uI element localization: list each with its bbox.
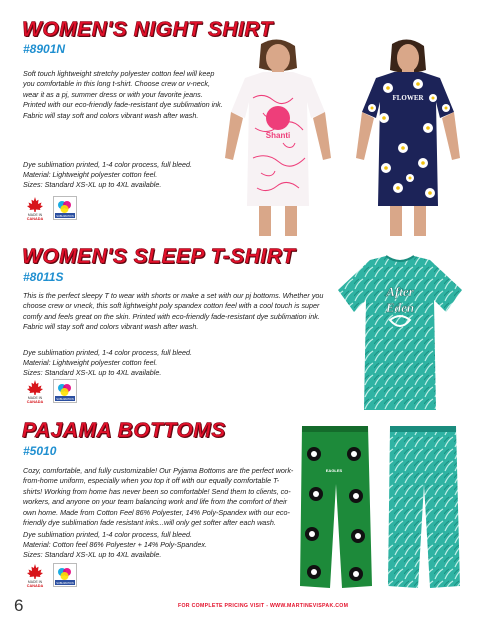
- specs-pajama-bottoms: [23, 530, 207, 561]
- spec-line: Material: Cotton feel 86% Polyester + 14% Poly-Spandex.: [23, 540, 207, 550]
- canada-text: CANADA: [26, 584, 44, 587]
- sublimation-badge: [53, 379, 77, 403]
- section-title-pajama-bottoms: PAJAMA BOTTOMS: [22, 419, 226, 442]
- shanti-logo-text: Shanti: [265, 131, 291, 140]
- made-in-text: MADE IN: [27, 396, 43, 400]
- spec-line: Dye sublimation printed, 1-4 color process, full bleed.: [23, 530, 192, 539]
- pajama-bottoms-teal-image: [384, 424, 464, 592]
- spec-line: Sizes: Standard XS-XL up to 4XL available.: [23, 180, 162, 190]
- spec-line: Dye sublimation printed, 1-4 color process, full bleed.: [23, 160, 192, 169]
- after-logo-text: After: [386, 284, 414, 299]
- sku-pajama-bottoms: #5010: [23, 444, 57, 458]
- description-night-shirt: Soft touch lightweight stretchy polyester cotton feel will keep you comfortable in this long t-shirt. Choose crew or v-neck, wear it as a pj, summer dress or with your favorite jeans. Printed with our eco-friendly fade-resistant dye sublimation ink. Fabric will stay soft and colors vibrant wash after wash.: [23, 69, 223, 120]
- description-sleep-tshirt: This is the perfect sleepy T to wear with shorts or make a set with our pj bottoms. Whether you choose crew or vneck, this soft lightweight poly spandex cotton feel with a cool touch is super comfy and feels great on the skin. Printed with eco-friendly fade-resistant dye sublimation ink. Fabric will stay soft and colors vibrant wash after wash.: [23, 291, 324, 332]
- spec-line: Material: Lightweight polyester cotton feel.: [23, 358, 158, 368]
- badge-group: [23, 196, 89, 220]
- specs-night-shirt: [23, 160, 192, 191]
- made-in-canada-badge: [23, 196, 47, 220]
- sleep-tshirt-image: [334, 254, 466, 414]
- eagles-logo-text: EAGLES: [325, 468, 343, 473]
- spec-line: Material: Lightweight polyester cotton feel.: [23, 170, 158, 180]
- sublimation-text: SUBLIMATION: [56, 215, 74, 218]
- night-shirt-white-image: [213, 38, 343, 238]
- spec-line: Sizes: Standard XS-XL up to 4XL available.: [23, 550, 162, 560]
- sublimation-badge: [53, 196, 77, 220]
- canada-text: CANADA: [26, 400, 44, 403]
- section-title-night-shirt: WOMEN'S NIGHT SHIRT: [22, 18, 273, 41]
- badge-group: [23, 379, 89, 403]
- made-in-canada-badge: [23, 379, 47, 403]
- made-in-canada-badge: [23, 563, 47, 587]
- eden-logo-text: Eden: [385, 300, 415, 315]
- pajama-bottoms-green-image: [296, 424, 376, 592]
- description-pajama-bottoms: Cozy, comfortable, and fully customizable! Our Pyjama Bottoms are the perfect work-from-home uniform, especially when you top it off with our equally comfortable T-shirts! Working from home has never been so comfortable! Send them to clients, co-workers, and anyone on your team balancing work and life from the comfort of their own home. Made from Cotton Feel 86% Polyester, 14% Poly-Spandex with our eco-friendly dye sublimation fade resistant inks...will only get softer after each wash.: [23, 466, 294, 528]
- flower-logo-text: FLOWER: [392, 94, 424, 102]
- spec-line: Sizes: Standard XS-XL up to 4XL available.: [23, 368, 162, 378]
- badge-group: [23, 563, 89, 587]
- made-in-text: MADE IN: [27, 213, 43, 217]
- night-shirt-daisy-image: [348, 38, 468, 238]
- sku-sleep-tshirt: #8011S: [23, 270, 64, 284]
- specs-sleep-tshirt: [23, 348, 192, 379]
- page-number: 6: [14, 596, 24, 615]
- made-in-text: MADE IN: [27, 580, 43, 584]
- pricing-url-text: FOR COMPLETE PRICING VISIT - WWW.MARTINEVISPAK.COM: [178, 603, 349, 609]
- section-title-sleep-tshirt: WOMEN'S SLEEP T-SHIRT: [22, 245, 296, 268]
- sublimation-badge: [53, 563, 77, 587]
- sku-night-shirt: #8901N: [23, 42, 66, 56]
- spec-line: Dye sublimation printed, 1-4 color process, full bleed.: [23, 348, 192, 357]
- sublimation-text: SUBLIMATION: [56, 582, 74, 585]
- sublimation-text: SUBLIMATION: [56, 398, 74, 401]
- canada-text: CANADA: [26, 217, 44, 220]
